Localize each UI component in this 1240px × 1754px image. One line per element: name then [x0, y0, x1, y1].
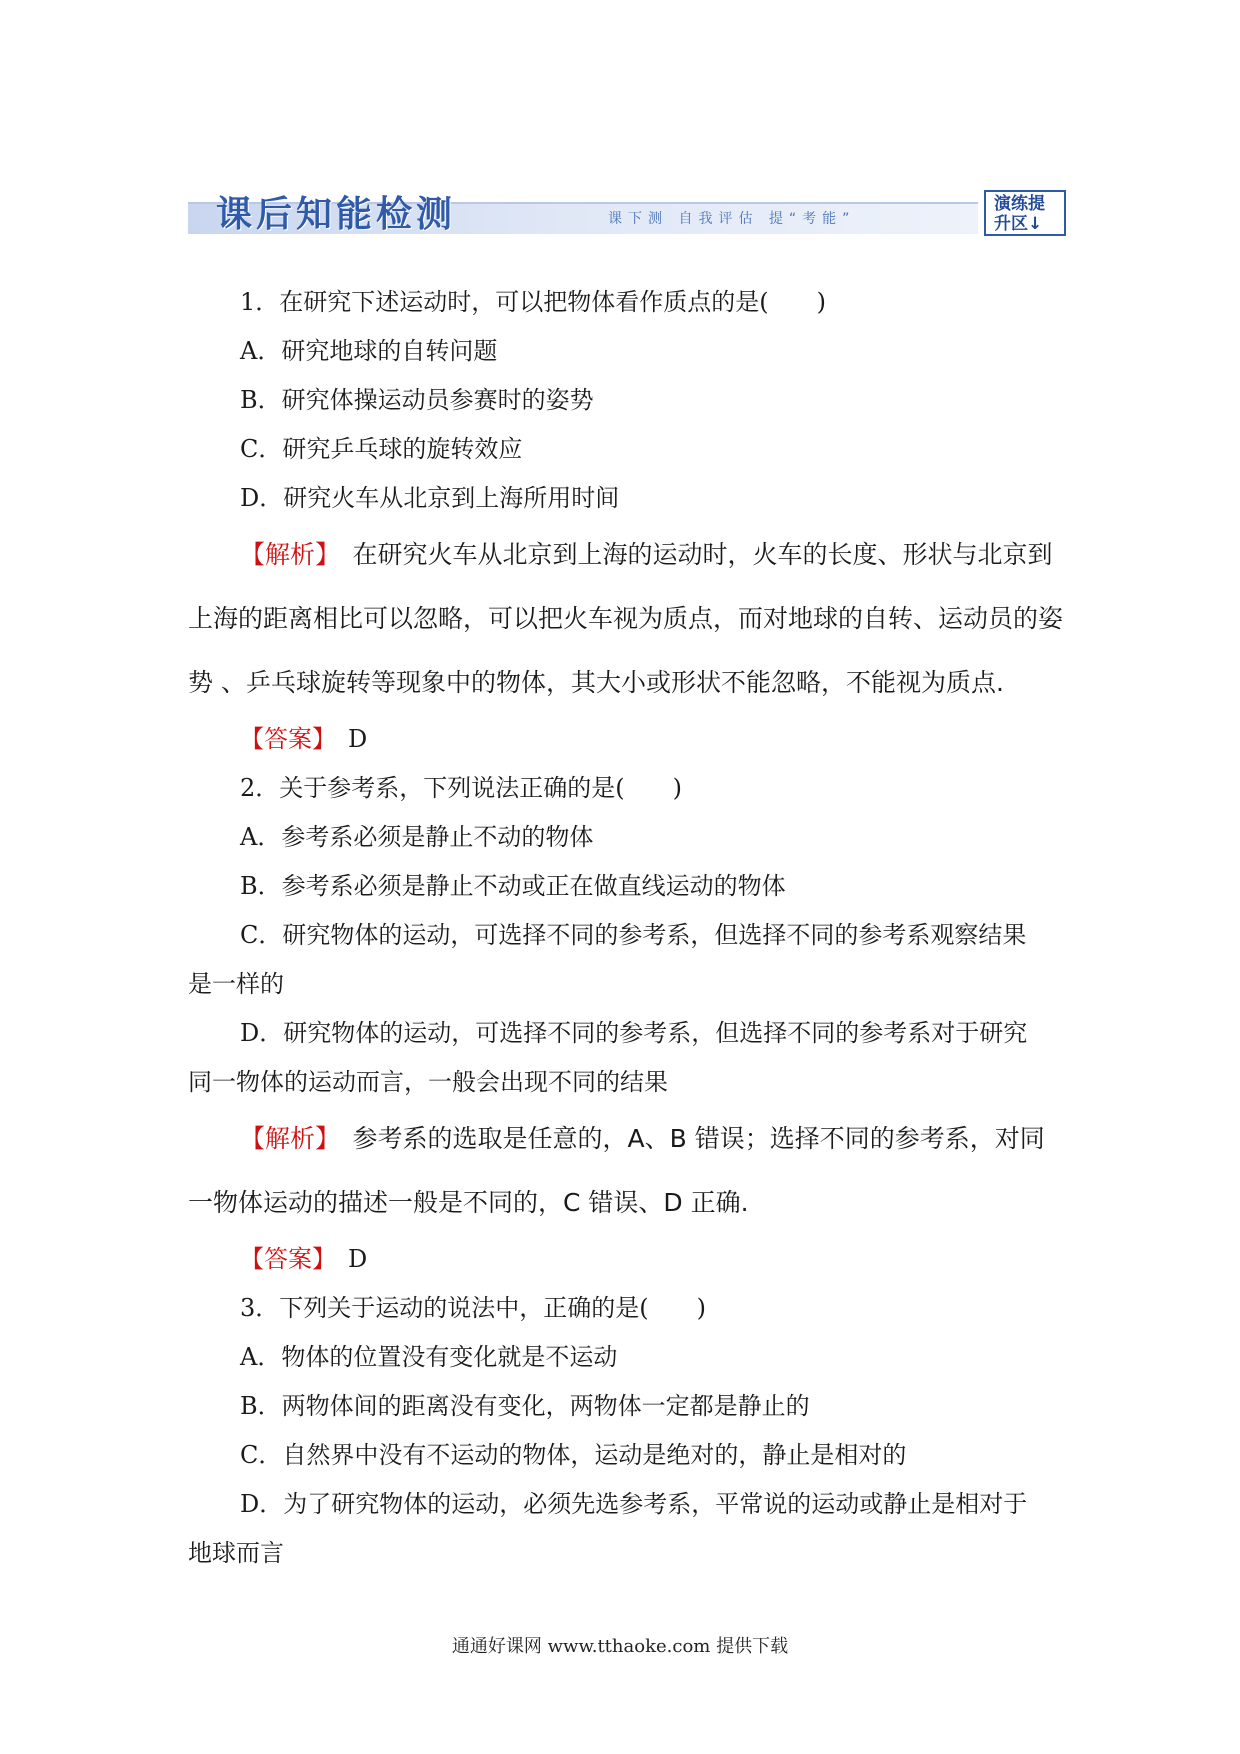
practice-zone-badge [984, 190, 1066, 236]
question-1-analysis-line-3: 势 、乒乓球旋转等现象中的物体，其大小或形状不能忽略，不能视为质点. [188, 668, 1004, 697]
question-2-option-a: A．参考系必须是静止不动的物体 [240, 823, 594, 851]
question-3-option-c: C．自然界中没有不运动的物体，运动是绝对的，静止是相对的 [240, 1441, 907, 1469]
analysis-text: 参考系的选取是任意的，A、B 错误；选择不同的参考系，对同 [327, 1124, 1045, 1153]
analysis-text: 在研究火车从北京到上海的运动时，火车的长度、形状与北京到 [327, 540, 1053, 569]
question-1-analysis-line-1 [188, 523, 1068, 587]
answer-tag: 【答案】 [240, 1245, 324, 1273]
question-2-analysis-line-1 [188, 1107, 1068, 1171]
question-1-option-c: C．研究乒乓球的旋转效应 [240, 435, 523, 463]
analysis-tag: 【解析】 [240, 1124, 328, 1153]
question-2-analysis-line-2: 一物体运动的描述一般是不同的，C 错误、D 正确. [188, 1188, 749, 1217]
question-2-option-d-line-1: D．研究物体的运动，可选择不同的参考系，但选择不同的参考系对于研究 [240, 1019, 1028, 1047]
answer-value: D [324, 1245, 368, 1273]
page-footer: 通通好课网 www.tthaoke.com 提供下载 [451, 1636, 789, 1657]
question-3-option-b: B．两物体间的距离没有变化，两物体一定都是静止的 [240, 1392, 810, 1420]
question-2-option-c-line-1: C．研究物体的运动，可选择不同的参考系，但选择不同的参考系观察结果 [240, 921, 1027, 949]
question-3-option-d-line-1: D．为了研究物体的运动，必须先选参考系，平常说的运动或静止是相对于 [240, 1490, 1028, 1518]
question-2-option-b: B．参考系必须是静止不动或正在做直线运动的物体 [240, 872, 786, 900]
section-banner [188, 186, 1066, 238]
question-1-option-b: B．研究体操运动员参赛时的姿势 [240, 386, 594, 414]
question-3-option-d-line-2: 地球而言 [188, 1539, 284, 1567]
question-3-option-a: A．物体的位置没有变化就是不运动 [240, 1343, 618, 1371]
badge-line-1: 演练提 [994, 194, 1045, 214]
document-body [188, 278, 1068, 1578]
question-1-analysis-line-2: 上海的距离相比可以忽略，可以把火车视为质点，而对地球的自转、运动员的姿 [188, 604, 1064, 633]
banner-title: 课后知能检测 [216, 194, 457, 235]
question-2-answer [188, 1235, 1068, 1284]
badge-line-2: 升区↓ [994, 214, 1043, 234]
question-3-stem: 3．下列关于运动的说法中，正确的是( ) [240, 1294, 706, 1322]
answer-value: D [324, 725, 368, 753]
banner-subtitle: 课下测 自我评估 提“考能” [608, 211, 856, 227]
question-1-answer [188, 715, 1068, 764]
question-2-option-d-line-2: 同一物体的运动而言，一般会出现不同的结果 [188, 1068, 668, 1096]
question-1-option-a: A．研究地球的自转问题 [240, 337, 498, 365]
question-2-option-c-line-2: 是一样的 [188, 970, 284, 998]
analysis-tag: 【解析】 [240, 540, 328, 569]
question-2-stem: 2．关于参考系，下列说法正确的是( ) [240, 774, 682, 802]
answer-tag: 【答案】 [240, 725, 324, 753]
question-1-option-d: D．研究火车从北京到上海所用时间 [240, 484, 620, 512]
question-1-stem: 1．在研究下述运动时，可以把物体看作质点的是( ) [240, 288, 826, 316]
